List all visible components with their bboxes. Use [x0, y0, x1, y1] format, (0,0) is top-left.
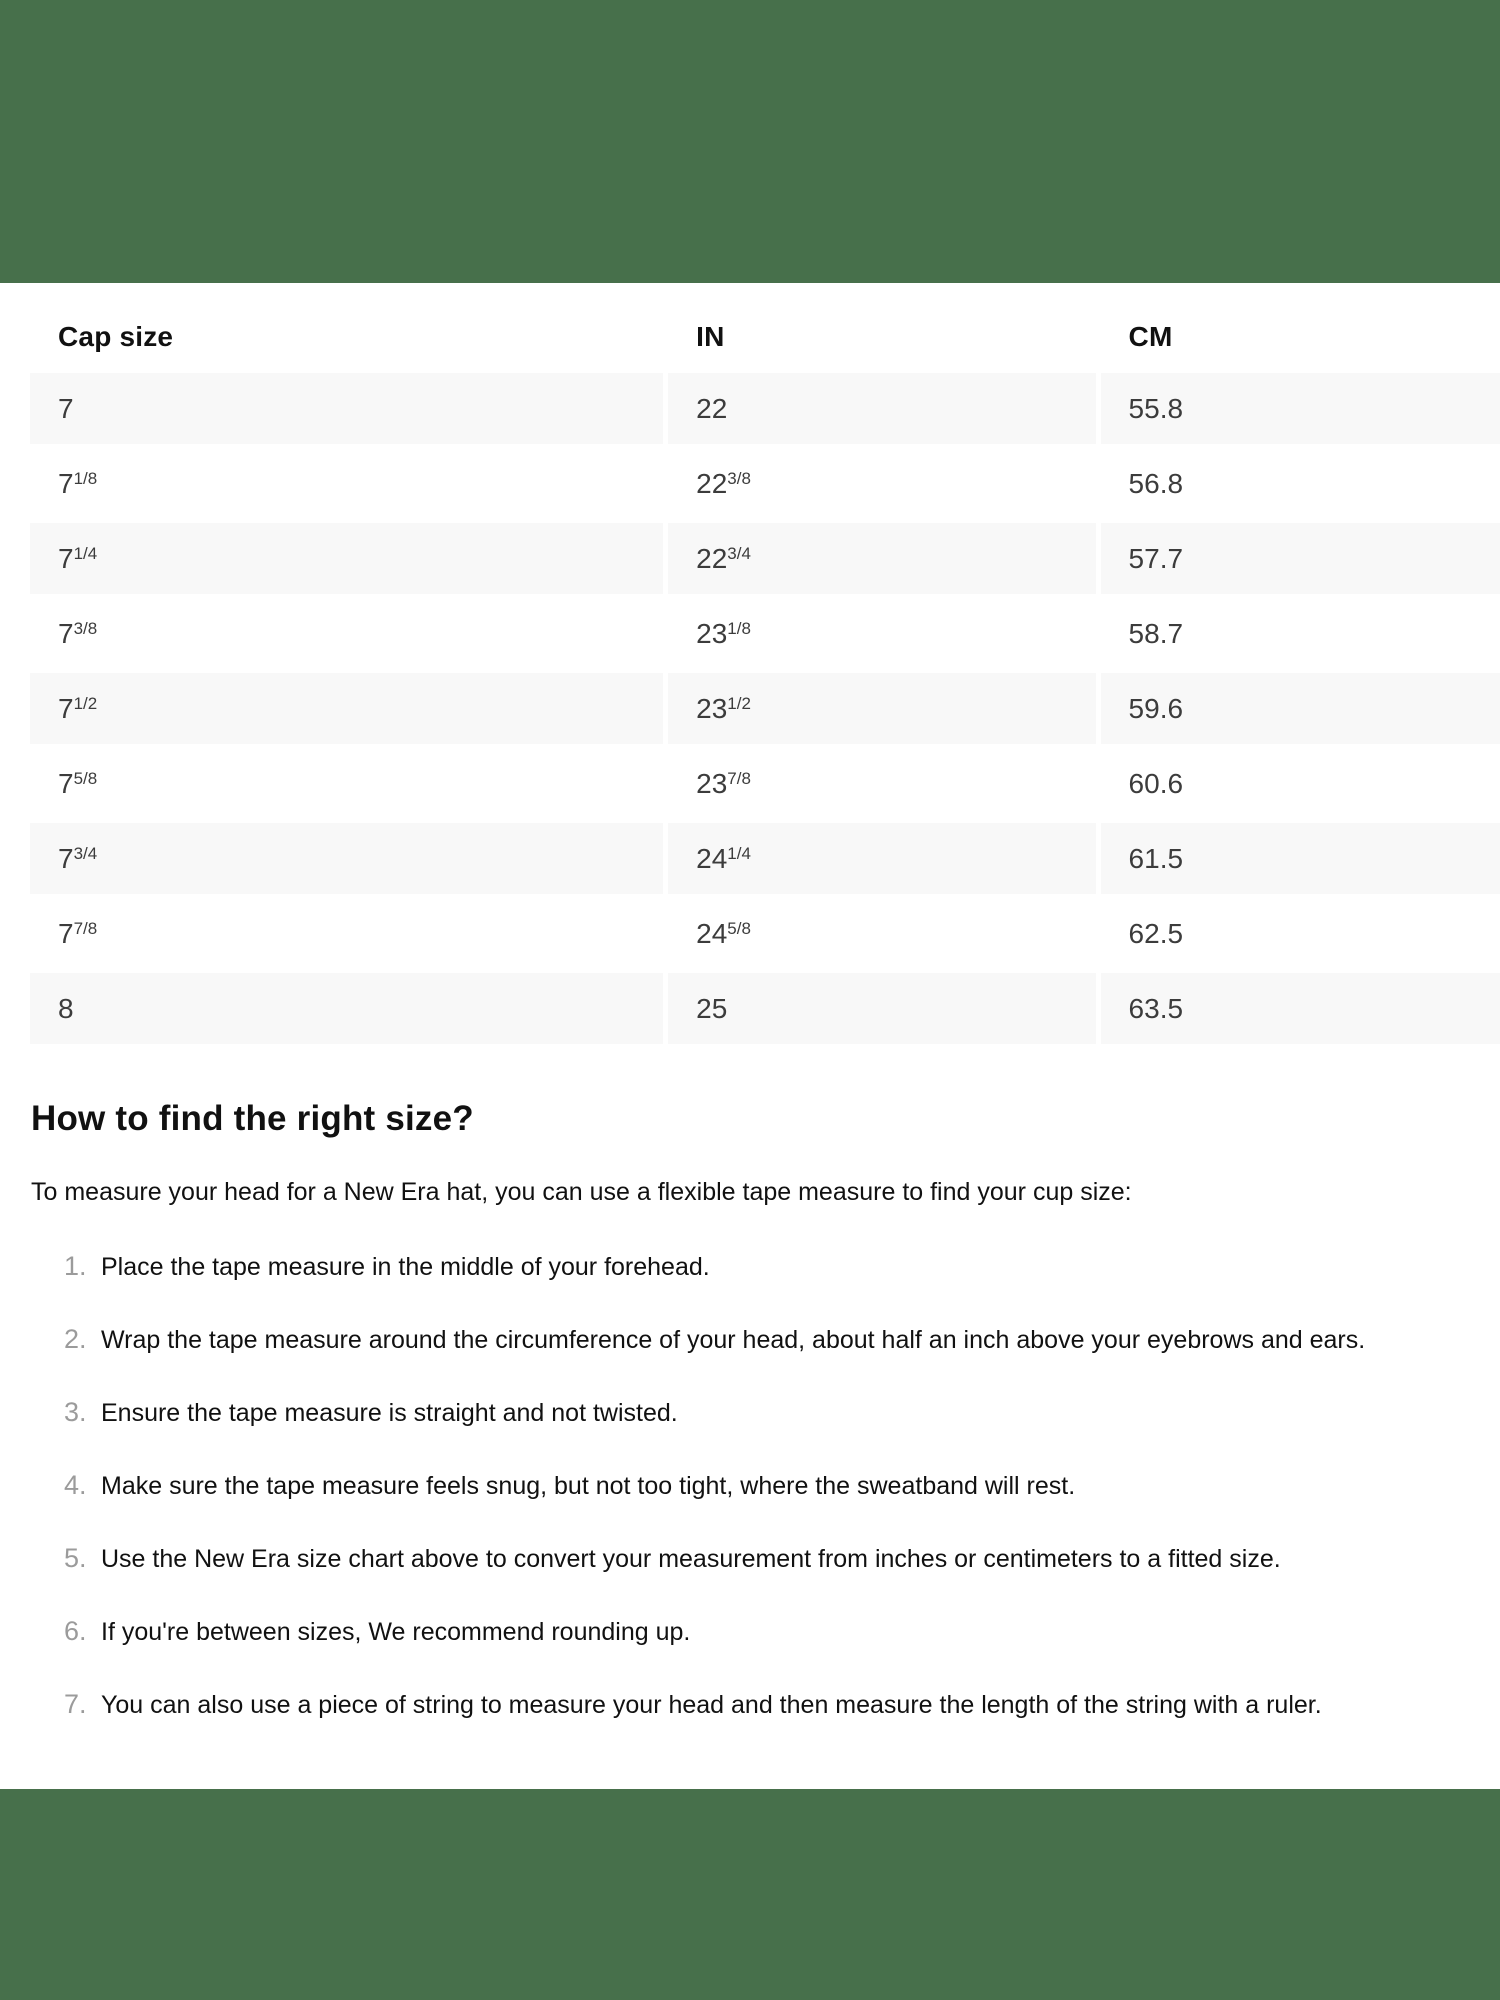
step-text: Use the New Era size chart above to convert your measurement from inches or centimeters to a fitted size. [101, 1545, 1281, 1573]
inches-cell [668, 823, 1095, 894]
step-number: 2. [64, 1324, 87, 1354]
table-row [30, 748, 1500, 819]
cap-size-cell [30, 448, 663, 519]
list-item [31, 1690, 1500, 1720]
inches-cell [668, 748, 1095, 819]
inches-fraction: 1/4 [727, 843, 751, 863]
list-item [31, 1617, 1500, 1647]
cap-size-value: 8 [58, 992, 74, 1024]
inches-fraction: 1/8 [727, 618, 751, 638]
table-row [30, 448, 1500, 519]
table-row [30, 823, 1500, 894]
cap-size-value: 7 [58, 467, 74, 499]
table-header-row [30, 305, 1500, 369]
step-text: Wrap the tape measure around the circumference of your head, about half an inch above your eyebrows and ears. [101, 1326, 1366, 1354]
list-item [31, 1325, 1500, 1355]
cm-cell: 60.6 [1128, 767, 1184, 799]
table-row [30, 673, 1500, 744]
cap-size-cell [30, 823, 663, 894]
step-text: If you're between sizes, We recommend rounding up. [101, 1618, 691, 1646]
list-item [31, 1544, 1500, 1574]
inches-value: 22 [696, 392, 728, 424]
table-row [30, 523, 1500, 594]
cap-size-fraction: 5/8 [73, 768, 98, 788]
header-inches: IN [696, 321, 725, 352]
step-text: Make sure the tape measure feels snug, but not too tight, where the sweatband will rest. [101, 1472, 1076, 1500]
cm-cell: 63.5 [1101, 973, 1500, 1044]
inches-value: 23 [696, 692, 728, 724]
inches-cell [668, 898, 1095, 969]
cap-size-value: 7 [58, 392, 74, 424]
cap-size-fraction: 1/4 [73, 543, 98, 563]
cap-size-value: 7 [58, 767, 74, 799]
cap-size-cell [30, 898, 663, 969]
step-text: You can also use a piece of string to measure your head and then measure the length of the string with a ruler. [101, 1691, 1322, 1719]
cm-cell: 61.5 [1101, 823, 1500, 894]
cm-cell: 58.7 [1128, 617, 1184, 649]
step-number: 7. [64, 1689, 87, 1719]
inches-value: 24 [696, 842, 728, 874]
cap-size-fraction: 1/2 [73, 693, 98, 713]
list-item [31, 1471, 1500, 1501]
cap-size-cell [30, 748, 663, 819]
table-row [30, 973, 1500, 1044]
cap-size-cell [30, 523, 663, 594]
cap-size-value: 7 [58, 692, 74, 724]
inches-value: 23 [696, 617, 728, 649]
section-title: How to find the right size? [31, 1099, 474, 1138]
inches-value: 22 [696, 542, 728, 574]
table-row [30, 598, 1500, 669]
step-number: 4. [64, 1470, 87, 1500]
header-cm: CM [1128, 321, 1173, 352]
step-text: Ensure the tape measure is straight and not twisted. [101, 1399, 678, 1427]
inches-fraction: 7/8 [727, 768, 751, 788]
cm-cell: 59.6 [1101, 673, 1500, 744]
inches-cell [668, 373, 1095, 444]
inches-fraction: 1/2 [727, 693, 751, 713]
inches-value: 25 [696, 992, 728, 1024]
top-hero-banner [0, 0, 1500, 283]
cap-size-cell [30, 598, 663, 669]
inches-value: 24 [696, 917, 728, 949]
inches-fraction: 3/8 [727, 468, 751, 488]
header-cap-size: Cap size [58, 321, 174, 352]
step-text: Place the tape measure in the middle of your forehead. [101, 1253, 710, 1281]
cap-size-cell [30, 673, 663, 744]
cap-size-fraction: 1/8 [73, 468, 98, 488]
steps-list [31, 1252, 1500, 1720]
intro-text: To measure your head for a New Era hat, you can use a flexible tape measure to find your cup size: [31, 1178, 1132, 1206]
inches-cell [668, 448, 1095, 519]
cap-size-cell [30, 973, 663, 1044]
cap-size-fraction: 3/8 [73, 618, 98, 638]
cap-size-value: 7 [58, 542, 74, 574]
step-number: 5. [64, 1543, 87, 1573]
inches-cell [668, 973, 1095, 1044]
cm-cell: 57.7 [1101, 523, 1500, 594]
inches-value: 23 [696, 767, 728, 799]
inches-fraction: 5/8 [727, 918, 751, 938]
list-item [31, 1398, 1500, 1428]
inches-cell [668, 673, 1095, 744]
sizing-guide-section [0, 1098, 1500, 1720]
size-chart-section [0, 283, 1500, 1048]
cm-cell: 55.8 [1101, 373, 1500, 444]
inches-cell [668, 523, 1095, 594]
list-item [31, 1252, 1500, 1282]
cap-size-value: 7 [58, 842, 74, 874]
cap-size-cell [30, 373, 663, 444]
size-chart-table [25, 301, 1500, 1048]
table-row [30, 373, 1500, 444]
cap-size-fraction: 3/4 [73, 843, 98, 863]
inches-fraction: 3/4 [727, 543, 751, 563]
step-number: 3. [64, 1397, 87, 1427]
bottom-hero-banner [0, 1789, 1500, 2000]
cap-size-fraction: 7/8 [73, 918, 98, 938]
step-number: 1. [64, 1251, 87, 1281]
cap-size-value: 7 [58, 617, 74, 649]
inches-value: 22 [696, 467, 728, 499]
cm-cell: 62.5 [1128, 917, 1184, 949]
step-number: 6. [64, 1616, 87, 1646]
cap-size-value: 7 [58, 917, 74, 949]
table-row [30, 898, 1500, 969]
inches-cell [668, 598, 1095, 669]
cm-cell: 56.8 [1128, 467, 1184, 499]
